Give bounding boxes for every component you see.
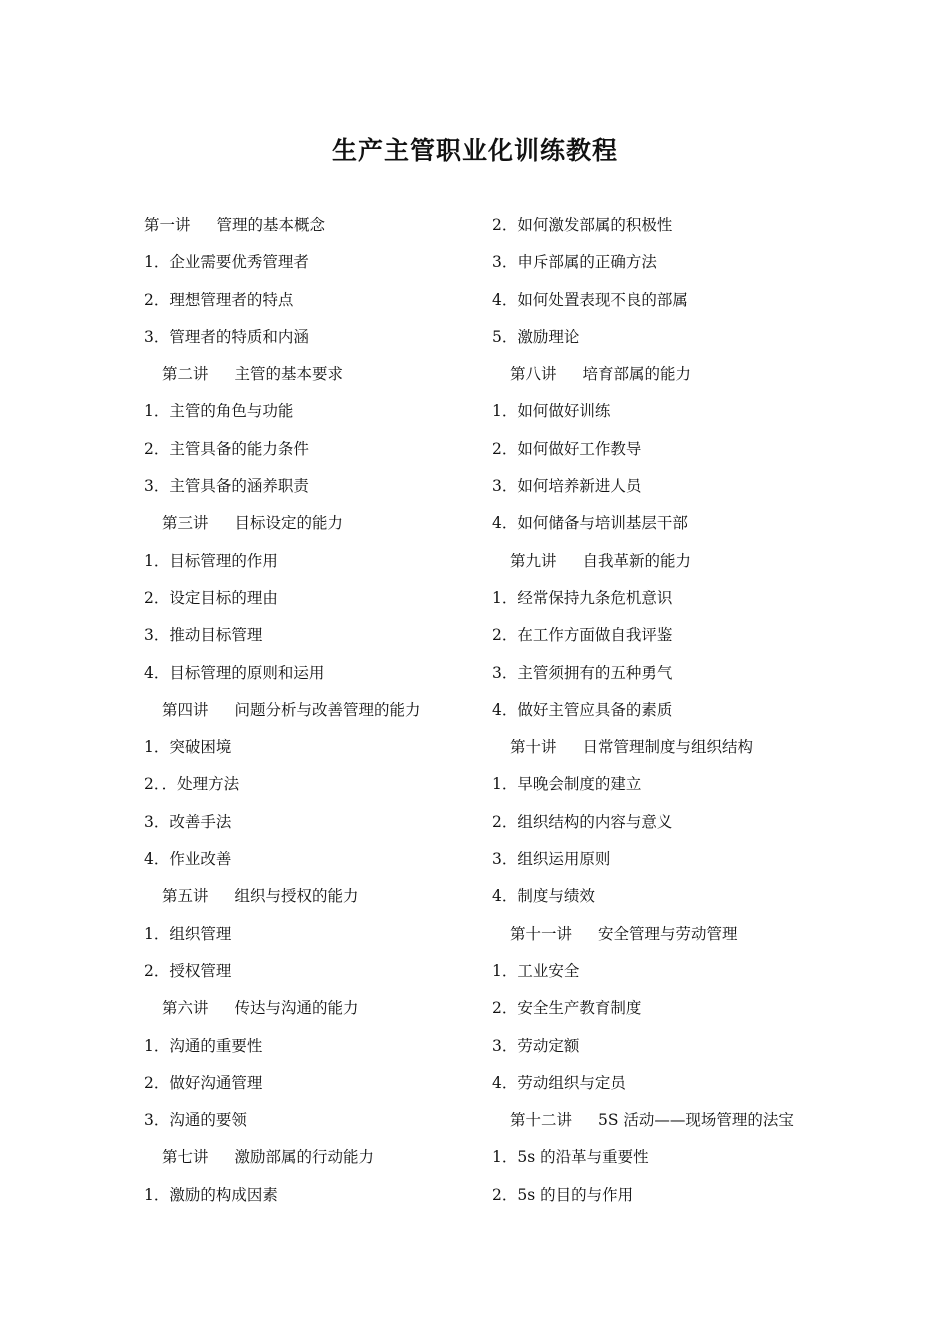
lecture-topic: 目标设定的能力 <box>234 514 344 533</box>
toc-item: 3．组织运用原则 <box>492 850 611 869</box>
lecture-number: 第十二讲 <box>510 1111 573 1130</box>
toc-item: 3．改善手法 <box>144 812 232 831</box>
toc-item: 2．安全生产教育制度 <box>492 999 642 1018</box>
lecture-number: 第十讲 <box>510 738 557 757</box>
lecture-heading <box>492 916 832 953</box>
toc-item: 2．设定目标的理由 <box>144 588 278 607</box>
lecture-topic: 5S 活动——现场管理的法宝 <box>598 1111 794 1130</box>
toc-item: 2．组织结构的内容与意义 <box>492 812 673 831</box>
lecture-heading <box>144 505 464 542</box>
lecture-heading <box>144 990 464 1027</box>
lecture-number: 第八讲 <box>510 365 557 384</box>
toc-item: 3．申斥部属的正确方法 <box>492 253 657 272</box>
toc-item: 1．早晚会制度的建立 <box>492 775 642 794</box>
lecture-heading <box>144 356 464 393</box>
toc-item: 3．主管具备的涵养职责 <box>144 477 309 496</box>
lecture-topic: 培育部属的能力 <box>582 365 692 384</box>
lecture-number: 第二讲 <box>162 365 209 384</box>
toc-item: 4．如何处置表现不良的部属 <box>492 290 688 309</box>
toc-item: 1．工业安全 <box>492 961 580 980</box>
toc-right-column <box>492 207 832 1214</box>
lecture-heading <box>492 543 832 580</box>
lecture-topic: 传达与沟通的能力 <box>234 999 359 1018</box>
lecture-heading <box>144 878 464 915</box>
toc-item: 2．5s 的目的与作用 <box>492 1185 634 1204</box>
lecture-heading <box>144 1139 464 1176</box>
toc-item: 2．理想管理者的特点 <box>144 290 294 309</box>
toc-item: 2．在工作方面做自我评鉴 <box>492 626 673 645</box>
toc-item: 3．主管须拥有的五种勇气 <box>492 663 673 682</box>
toc-item: 3．管理者的特质和内涵 <box>144 327 309 346</box>
toc-item: 1．组织管理 <box>144 924 232 943</box>
toc-item: 3．推动目标管理 <box>144 626 263 645</box>
toc-item: 4．做好主管应具备的素质 <box>492 700 673 719</box>
toc-item: 2．如何激发部属的积极性 <box>492 216 673 234</box>
lecture-number: 第七讲 <box>162 1148 209 1167</box>
toc-item: 2．如何做好工作教导 <box>492 439 642 458</box>
toc-item: 3．劳动定额 <box>492 1036 580 1055</box>
lecture-topic: 安全管理与劳动管理 <box>598 924 738 943</box>
lecture-heading <box>492 1102 832 1139</box>
toc-item: 1．如何做好训练 <box>492 402 611 421</box>
lecture-number: 第十一讲 <box>510 924 573 943</box>
lecture-number: 第五讲 <box>162 887 209 906</box>
lecture-topic: 主管的基本要求 <box>234 365 344 384</box>
toc-item: 2．授权管理 <box>144 961 232 980</box>
lecture-topic: 激励部属的行动能力 <box>234 1148 375 1167</box>
toc-item: 2．．处理方法 <box>144 775 240 794</box>
lecture-topic: 问题分析与改善管理的能力 <box>234 700 421 719</box>
toc-left-column <box>144 207 464 1214</box>
lecture-number: 第六讲 <box>162 999 209 1018</box>
lecture-topic: 组织与授权的能力 <box>234 887 359 906</box>
toc-item: 4．如何储备与培训基层干部 <box>492 514 688 533</box>
toc-item: 5．激励理论 <box>492 327 580 346</box>
toc-item: 1．5s 的沿革与重要性 <box>492 1148 649 1167</box>
lecture-heading <box>492 729 832 766</box>
document-title: 生产主管职业化训练教程 <box>331 136 618 165</box>
toc-item: 2．做好沟通管理 <box>144 1073 263 1092</box>
lecture-number: 第三讲 <box>162 514 209 533</box>
toc-item: 1．沟通的重要性 <box>144 1036 263 1055</box>
toc-item: 4．制度与绩效 <box>492 887 595 906</box>
toc-item: 2．主管具备的能力条件 <box>144 439 309 458</box>
lecture-number: 第一讲 <box>144 216 191 234</box>
lecture-number: 第四讲 <box>162 700 209 719</box>
toc-item: 1．主管的角色与功能 <box>144 402 294 421</box>
lecture-number: 第九讲 <box>510 551 557 570</box>
toc-item: 4．作业改善 <box>144 850 232 869</box>
lecture-heading <box>144 207 464 244</box>
lecture-heading <box>144 692 464 729</box>
toc-item: 1．经常保持九条危机意识 <box>492 588 673 607</box>
toc-item: 3．沟通的要领 <box>144 1111 247 1130</box>
toc-item: 3．如何培养新进人员 <box>492 477 642 496</box>
toc-item: 1．激励的构成因素 <box>144 1185 278 1204</box>
toc-item: 1．企业需要优秀管理者 <box>144 253 309 272</box>
toc-item: 1．突破困境 <box>144 738 232 757</box>
toc-item: 1．目标管理的作用 <box>144 551 278 570</box>
toc-item: 4．劳动组织与定员 <box>492 1073 626 1092</box>
lecture-heading <box>492 356 832 393</box>
toc-item: 4．目标管理的原则和运用 <box>144 663 325 682</box>
lecture-topic: 自我革新的能力 <box>582 551 692 570</box>
lecture-topic: 管理的基本概念 <box>216 216 326 234</box>
lecture-topic: 日常管理制度与组织结构 <box>582 738 754 757</box>
